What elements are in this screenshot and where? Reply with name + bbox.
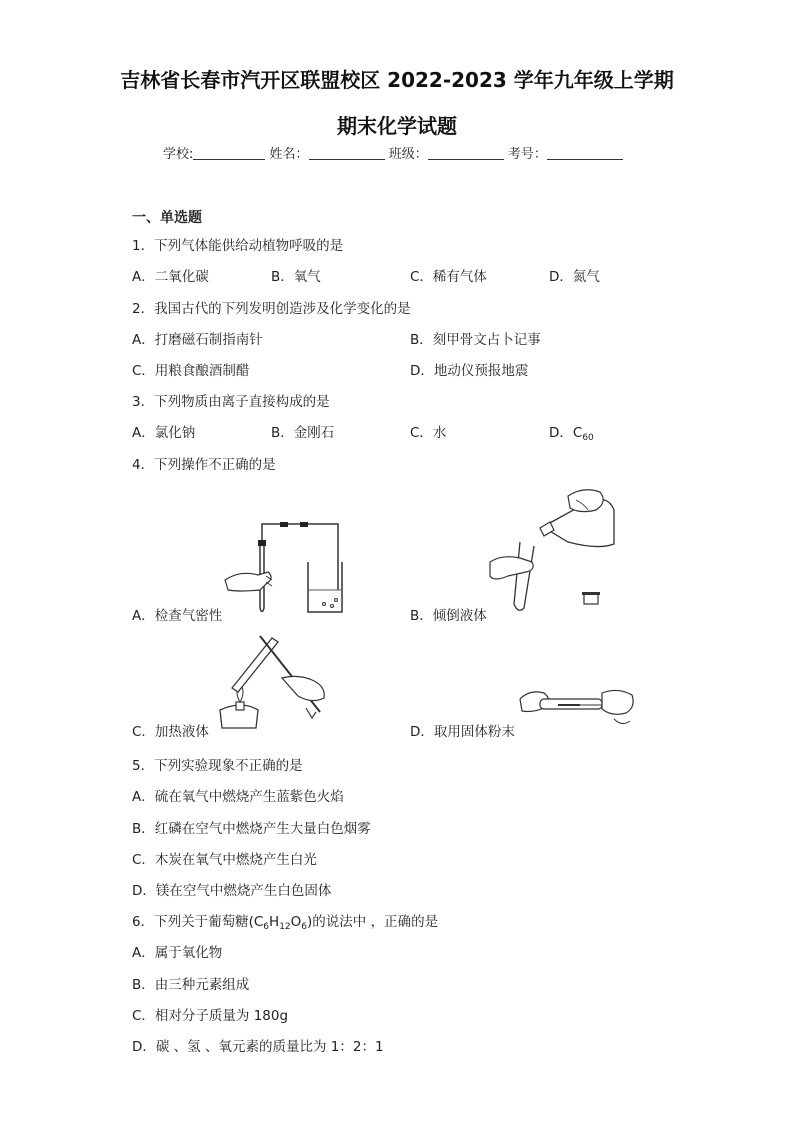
school-label: 学校: <box>163 147 194 162</box>
heat-liquid-figure <box>212 634 332 734</box>
section-title: 一、单选题 <box>132 210 202 226</box>
q4-option-b[interactable]: B．倾倒液体 <box>410 608 487 624</box>
q1-option-a[interactable]: A．二氧化碳 <box>132 269 209 285</box>
q6-stem-part: O <box>290 914 302 930</box>
q1-option-b[interactable]: B．氧气 <box>271 269 321 285</box>
q5-option-c[interactable]: C．木炭在氧气中燃烧产生白光 <box>132 852 317 868</box>
q3-option-a[interactable]: A．氯化钠 <box>132 425 196 441</box>
q3-option-d-subscript: 60 <box>582 433 594 443</box>
q6-option-c[interactable]: C．相对分子质量为 180g <box>132 1008 289 1024</box>
question-6-stem <box>132 910 438 932</box>
q6-option-a[interactable]: A．属于氧化物 <box>132 945 223 961</box>
class-label: 班级： <box>388 147 428 162</box>
exam-no-blank[interactable] <box>547 145 623 160</box>
q4-option-a[interactable]: A．检查气密性 <box>132 608 223 624</box>
q3-option-c[interactable]: C．水 <box>410 425 447 441</box>
q3-option-d[interactable] <box>549 421 594 443</box>
airtight-check-figure <box>220 520 350 620</box>
q2-option-c[interactable]: C．用粮食酿酒制醋 <box>132 363 250 379</box>
q5-option-a[interactable]: A．硫在氧气中燃烧产生蓝紫色火焰 <box>132 789 344 805</box>
student-info-row <box>163 143 623 162</box>
q6-option-d[interactable]: D．碳 、氢 、氧元素的质量比为 1：2：1 <box>132 1039 384 1055</box>
question-3-stem: 3．下列物质由离子直接构成的是 <box>132 394 330 410</box>
q6-subscript: 12 <box>279 922 291 932</box>
q2-option-d[interactable]: D．地动仪预报地震 <box>410 363 529 379</box>
q6-stem-part: )的说法中 ，正确的是 <box>307 914 439 930</box>
question-4-stem: 4．下列操作不正确的是 <box>132 457 276 473</box>
q3-option-b[interactable]: B．金刚石 <box>271 425 335 441</box>
question-5-stem: 5．下列实验现象不正确的是 <box>132 758 303 774</box>
exam-title-line1: 吉林省长春市汽开区联盟校区 2022-2023 学年九年级上学期 <box>120 68 674 92</box>
q6-stem-part: 6．下列关于葡萄糖(C <box>132 914 264 930</box>
q4-option-d[interactable]: D．取用固体粉末 <box>410 724 515 740</box>
q6-option-b[interactable]: B．由三种元素组成 <box>132 977 250 993</box>
q1-option-c[interactable]: C．稀有气体 <box>410 269 487 285</box>
q6-subscript: 6 <box>301 922 308 932</box>
q2-option-b[interactable]: B．刻甲骨文占卜记事 <box>410 332 541 348</box>
question-1-stem: 1．下列气体能供给动植物呼吸的是 <box>132 238 344 254</box>
q3-option-d-text: D．C <box>549 425 583 441</box>
powder-sampling-figure <box>518 685 638 730</box>
q1-option-d[interactable]: D．氮气 <box>549 269 600 285</box>
q6-stem-part: H <box>269 914 280 930</box>
q5-option-b[interactable]: B．红磷在空气中燃烧产生大量白色烟雾 <box>132 821 371 837</box>
school-blank[interactable] <box>193 145 265 160</box>
q4-option-c[interactable]: C．加热液体 <box>132 724 209 740</box>
name-blank[interactable] <box>309 145 385 160</box>
q6-subscript: 6 <box>263 922 270 932</box>
question-2-stem: 2．我国古代的下列发明创造涉及化学变化的是 <box>132 301 411 317</box>
q2-option-a[interactable]: A．打磨磁石制指南针 <box>132 332 263 348</box>
class-blank[interactable] <box>428 145 504 160</box>
name-label: 姓名： <box>269 147 309 162</box>
exam-title-line2: 期末化学试题 <box>337 114 457 138</box>
pour-liquid-figure <box>488 484 648 614</box>
q5-option-d[interactable]: D．镁在空气中燃烧产生白色固体 <box>132 883 332 899</box>
exam-no-label: 考号： <box>507 147 547 162</box>
